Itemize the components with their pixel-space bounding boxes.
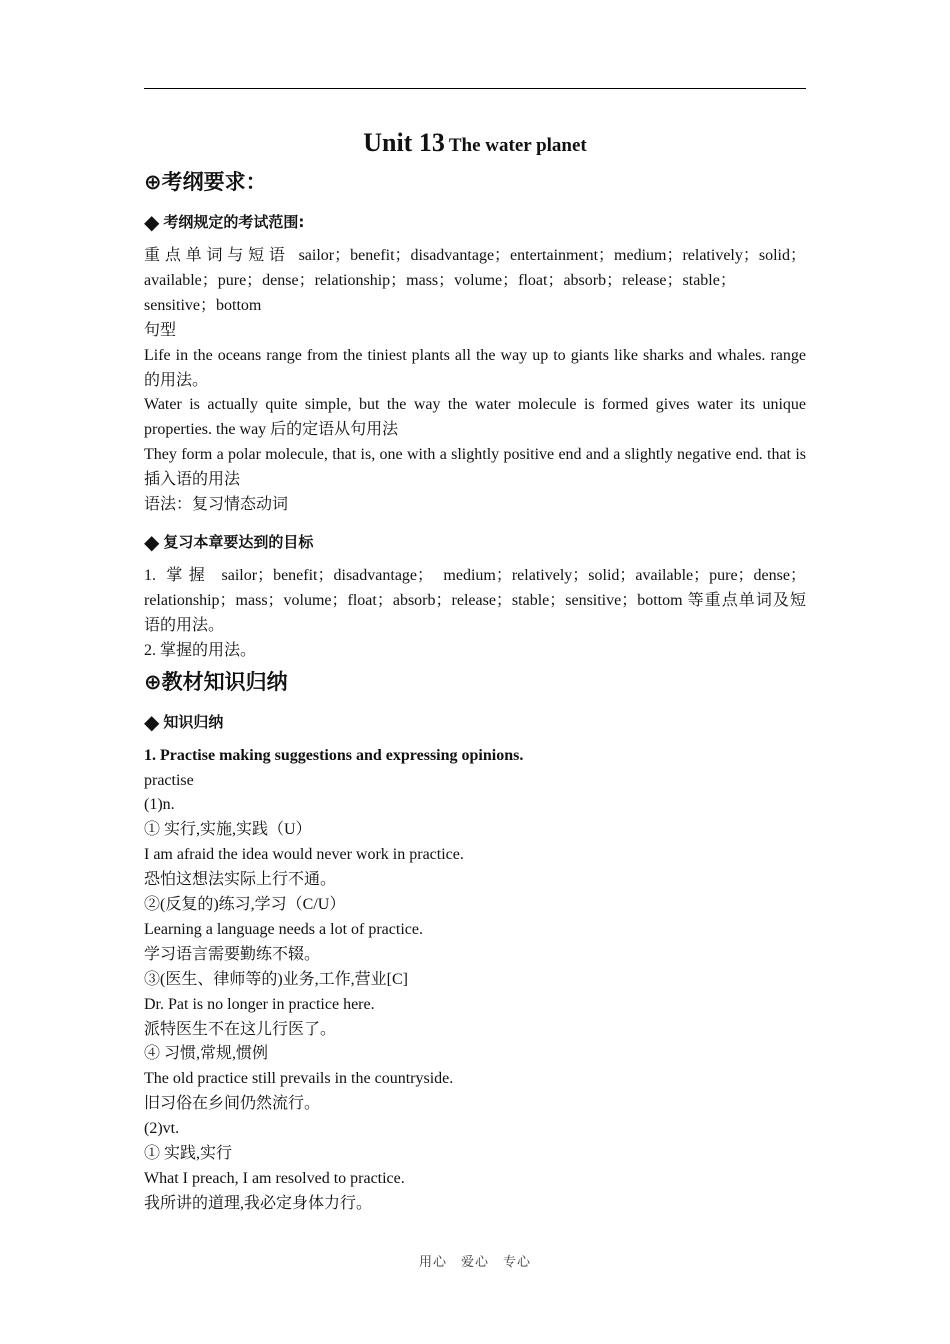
patterns-label: 句型	[144, 321, 177, 339]
entry-line: 旧习俗在乡间仍然流行。	[144, 1095, 321, 1113]
grammar-note: 语法：复习情态动词	[144, 496, 289, 514]
diamond-bullet-icon: ◆	[144, 210, 160, 234]
entry-line: (1)n.	[144, 796, 175, 814]
section-heading-knowledge: ⊕教材知识归纳	[144, 669, 288, 694]
document-title	[144, 128, 806, 158]
entry-line: Dr. Pat is no longer in practice here.	[144, 995, 375, 1013]
subheading-label: 复习本章要达到的目标	[163, 532, 314, 551]
document-body	[144, 128, 806, 1217]
entry-line: Learning a language needs a lot of practice.	[144, 920, 423, 938]
entry-line: 派特医生不在这儿行医了。	[144, 1020, 337, 1038]
entry-line: 学习语言需要勤练不辍。	[144, 945, 321, 963]
pattern-sentence-2: Water is actually quite simple, but the way the water molecule is formed gives water its unique properties. the way 后的定语从句用法	[144, 396, 806, 439]
entry-line: ③(医生、律师等的)业务,工作,营业[C]	[144, 970, 408, 988]
entry-line: ④ 习惯,常规,惯例	[144, 1045, 269, 1063]
page-footer: 用心 爱心 专心	[418, 1255, 531, 1270]
subheading-label: 知识归纳	[163, 712, 224, 731]
entry-line: (2)vt.	[144, 1120, 180, 1138]
entry-line: I am afraid the idea would never work in practice.	[144, 846, 464, 864]
subheading-goals	[144, 530, 806, 554]
vocab-list: 重点单词与短语 sailor；benefit；disadvantage；entertainment；medium；relatively；solid；available；pure；dense；relationship；mass；volume；float；absorb；release；stable；sensitive；bottom	[144, 247, 806, 314]
subheading-knowledge-summary	[144, 710, 806, 734]
subheading-exam-scope	[144, 210, 806, 234]
unit-topic: The water planet	[448, 135, 587, 156]
entry-line: ① 实行,实施,实践（U）	[144, 821, 312, 839]
diamond-bullet-icon: ◆	[144, 709, 160, 734]
entry-line: The old practice still prevails in the countryside.	[144, 1070, 454, 1088]
entry-line: ① 实践,实行	[144, 1145, 233, 1163]
practise-entry	[144, 769, 806, 1217]
section-heading-requirements: ⊕考纲要求：	[144, 170, 267, 194]
pattern-sentence-1: Life in the oceans range from the tiniest plants all the way up to giants like sharks and whales. range 的用法。	[144, 346, 806, 389]
diamond-bullet-icon: ◆	[144, 529, 160, 554]
entry-line: ②(反复的)练习,学习（C/U）	[144, 896, 346, 914]
entry-line: What I preach, I am resolved to practice.	[144, 1170, 405, 1187]
unit-number: Unit 13	[363, 128, 445, 157]
pattern-sentence-3: They form a polar molecule, that is, one with a slightly positive end and a slightly negative end. that is 插入语的用法	[144, 446, 806, 489]
goal-2: 2. 掌握的用法。	[144, 641, 257, 659]
entry-line: 我所讲的道理,我必定身体力行。	[144, 1194, 373, 1212]
goal-1: 1. 掌握 sailor；benefit；disadvantage； medium；relatively；solid；available；pure；dense；relationship；mass；volume；float；absorb；release；stable；sensitive；bottom 等重点单词及短语的用法。	[144, 566, 806, 634]
entry-line: 恐怕这想法实际上行不通。	[144, 871, 337, 889]
header-rule	[144, 88, 806, 89]
entry-line: practise	[144, 771, 194, 789]
item-title: 1. Practise making suggestions and expressing opinions.	[144, 746, 524, 764]
subheading-label: 考纲规定的考试范围:	[163, 213, 305, 231]
